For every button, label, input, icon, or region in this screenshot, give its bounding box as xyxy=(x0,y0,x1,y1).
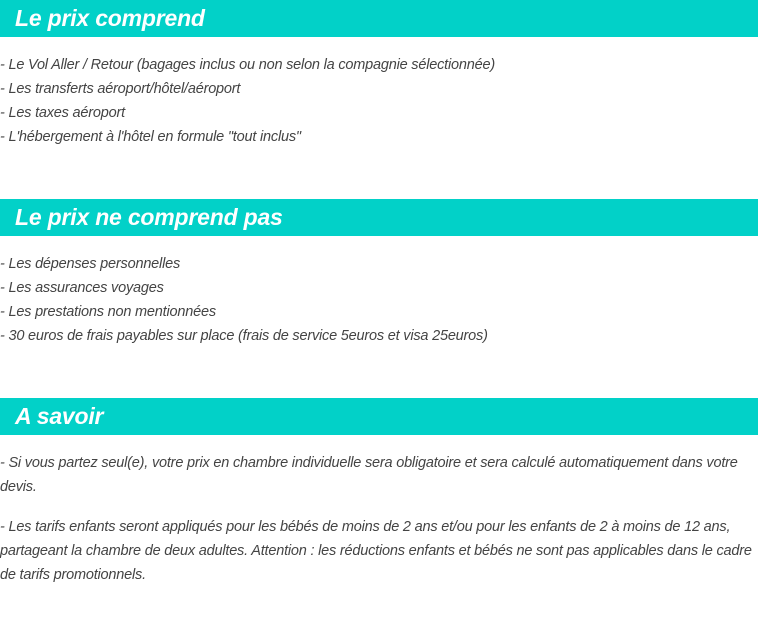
info-paragraph-child-rates: - Les tarifs enfants seront appliqués pour les bébés de moins de 2 ans et/ou pour les enfants de 2 à moins de 12 ans, partageant la chambre de deux adultes. Attention : les réductions enfants et bébés ne sont pas applicables dans le cadre de tarifs promotionnels. xyxy=(0,519,752,583)
list-item: - Le Vol Aller / Retour (bagages inclus ou non selon la compagnie sélectionnée) xyxy=(0,57,495,73)
list-item: - Les transferts aéroport/hôtel/aéroport xyxy=(0,81,241,97)
section-good-to-know xyxy=(0,398,758,587)
section-not-included xyxy=(0,199,758,348)
list-item: - Les dépenses personnelles xyxy=(0,256,180,272)
list-item: - L'hébergement à l'hôtel en formule "tout inclus" xyxy=(0,129,301,145)
list-item: - Les prestations non mentionnées xyxy=(0,304,216,320)
section-title-good-to-know: A savoir xyxy=(0,398,758,435)
section-title-included: Le prix comprend xyxy=(0,0,758,37)
list-item: - Les taxes aéroport xyxy=(0,105,125,121)
list-item: - Les assurances voyages xyxy=(0,280,164,296)
included-list xyxy=(0,53,758,149)
section-included xyxy=(0,0,758,149)
info-paragraph-single-traveler: - Si vous partez seul(e), votre prix en chambre individuelle sera obligatoire et sera calculé automatiquement dans votre devis. xyxy=(0,455,738,495)
section-title-not-included: Le prix ne comprend pas xyxy=(0,199,758,236)
not-included-list xyxy=(0,252,758,348)
list-item: - 30 euros de frais payables sur place (frais de service 5euros et visa 25euros) xyxy=(0,328,488,344)
